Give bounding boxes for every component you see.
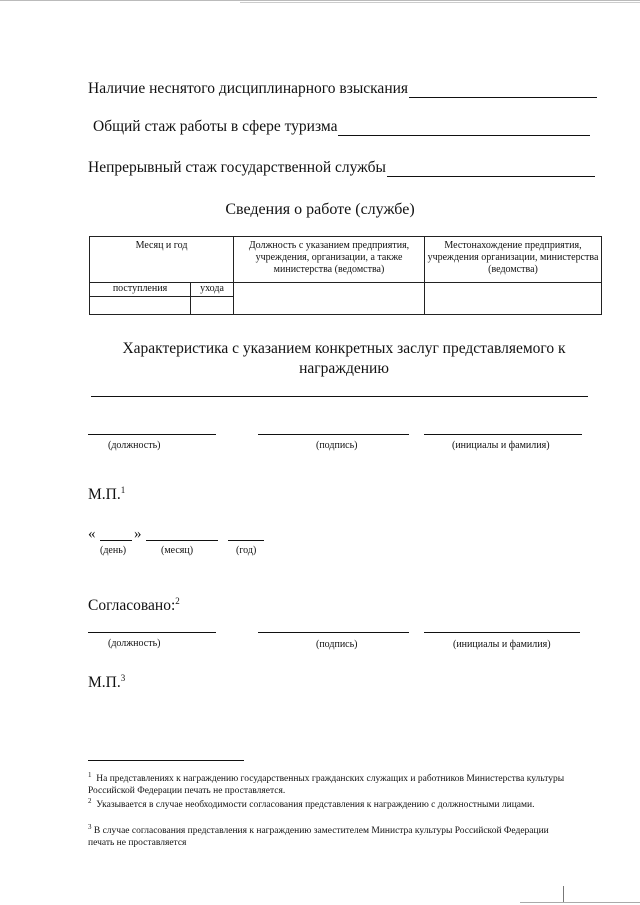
sig1-signature-line[interactable] — [258, 434, 409, 435]
date-month-caption: (месяц) — [161, 545, 194, 556]
sig1-position-caption: (должность) — [108, 440, 161, 451]
footnote-2-num: 2 — [88, 797, 92, 805]
field-civil-service — [88, 159, 595, 177]
work-table-cell-location[interactable] — [425, 283, 602, 315]
footnote-3 — [88, 822, 568, 849]
footnote-1-text: На представлениях к награждению государственных гражданских служащих и работников Министерства культуры Российской Федерации печать не проставляется. — [88, 774, 565, 796]
characteristic-title: Характеристика с указанием конкретных заслуг представляемого к награждению — [122, 340, 566, 377]
stamp-1-label: М.П. — [88, 486, 121, 504]
date-year-caption: (год) — [236, 545, 257, 556]
field-tourism-experience — [93, 118, 590, 136]
scan-bottom-edge — [520, 902, 640, 903]
work-table-subheader-start: поступления — [90, 283, 191, 297]
date-close — [134, 526, 142, 543]
stamp-1 — [88, 485, 125, 504]
footnote-3-num: 3 — [88, 823, 92, 831]
sig2-signature-caption: (подпись) — [316, 639, 358, 650]
footnote-1-num: 1 — [88, 771, 92, 779]
work-table-subheader-end: ухода — [191, 283, 234, 297]
work-table-cell-end[interactable] — [191, 297, 234, 315]
field-tourism-experience-line[interactable] — [338, 121, 590, 136]
date-row — [88, 526, 96, 543]
sig2-position-line[interactable] — [88, 632, 216, 633]
date-close-quote: » — [134, 526, 142, 542]
field-tourism-experience-label: Общий стаж работы в сфере туризма — [93, 118, 338, 135]
footnote-rule — [88, 760, 244, 761]
scan-edge-mark — [563, 886, 564, 902]
sig1-position-line[interactable] — [88, 434, 216, 435]
characteristic-line[interactable] — [91, 396, 588, 397]
field-civil-service-line[interactable] — [387, 162, 595, 177]
stamp-2 — [88, 673, 125, 692]
page-top-edge-shadow — [240, 2, 640, 3]
work-table-cell-position[interactable] — [234, 283, 425, 315]
footnote-3-text: В случае согласования представления к награждению заместителем Министра культуры Российской Федерации печать не проставляется — [88, 826, 549, 848]
page-top-edge — [0, 0, 640, 1]
work-table — [89, 236, 602, 315]
date-year-line[interactable] — [228, 540, 264, 541]
agreed-note: 2 — [175, 596, 180, 606]
work-table-header-position: Должность с указанием предприятия, учреждения, организации, а также министерства (ведомства) — [234, 237, 425, 283]
sig2-position-caption: (должность) — [108, 638, 161, 649]
work-table-cell-start[interactable] — [90, 297, 191, 315]
sig1-name-caption: (инициалы и фамилия) — [452, 440, 550, 451]
field-disciplinary-line[interactable] — [409, 83, 597, 98]
field-disciplinary — [88, 80, 597, 98]
stamp-2-note: 3 — [120, 673, 126, 683]
field-civil-service-label: Непрерывный стаж государственной службы — [88, 159, 386, 176]
sig2-name-caption: (инициалы и фамилия) — [453, 639, 551, 650]
agreed-label: Согласовано: — [88, 597, 176, 615]
work-section-title: Сведения о работе (службе) — [225, 201, 415, 218]
date-day-caption: (день) — [100, 545, 127, 556]
date-month-line[interactable] — [146, 540, 218, 541]
date-day-line[interactable] — [100, 540, 132, 541]
work-table-header-month-year: Месяц и год — [90, 237, 234, 283]
sig2-name-line[interactable] — [424, 632, 580, 633]
agreed — [88, 596, 180, 615]
work-table-header-location: Местонахождение предприятия, учреждения организации, министерства (ведомства) — [425, 237, 602, 283]
footnote-1 — [88, 770, 568, 797]
sig1-signature-caption: (подпись) — [316, 440, 358, 451]
footnote-2-text: Указывается в случае необходимости согласования представления к награждению с должностными лицами. — [96, 800, 535, 811]
field-disciplinary-label: Наличие неснятого дисциплинарного взыскания — [88, 80, 409, 97]
sig1-name-line[interactable] — [424, 434, 582, 435]
stamp-2-label: М.П. — [88, 674, 121, 692]
sig2-signature-line[interactable] — [258, 632, 409, 633]
footnote-2 — [88, 796, 568, 812]
date-open-quote: « — [88, 526, 96, 542]
stamp-1-note: 1 — [120, 485, 126, 495]
